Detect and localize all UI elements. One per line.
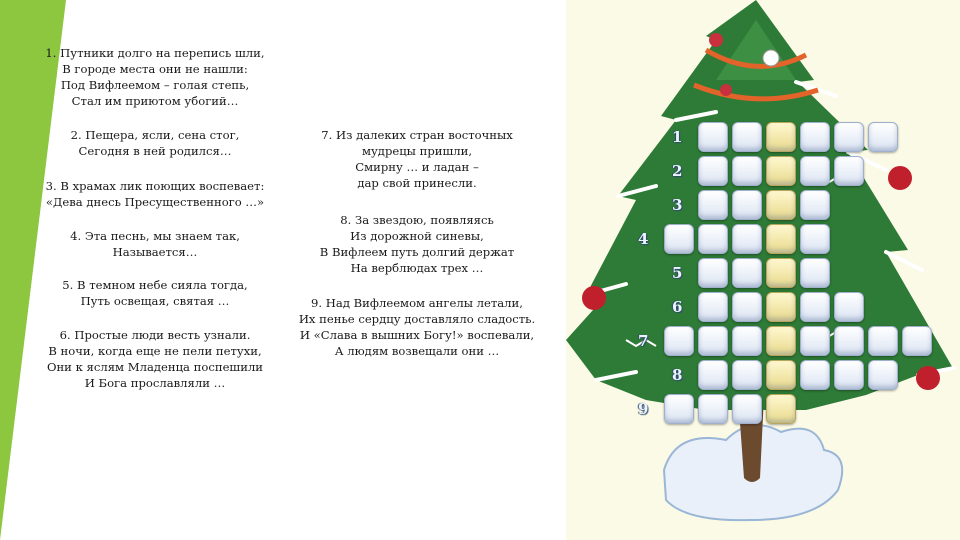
- riddle-line: 4. Эта песнь, мы знаем так,: [70, 229, 240, 243]
- riddle-line: Смирну … и ладан –: [355, 160, 479, 174]
- row-number-4: 4: [638, 230, 649, 248]
- crossword-cell-r3-c2[interactable]: [732, 190, 762, 220]
- keyword-cell-r5-c3[interactable]: [766, 258, 796, 288]
- riddle-line: В Вифлеем путь долгий держат: [319, 245, 515, 259]
- crossword-cell-r1-c4[interactable]: [800, 122, 830, 152]
- riddle-line: На верблюдах трех …: [350, 261, 484, 275]
- riddle-line: Сегодня в ней родился…: [78, 144, 232, 158]
- crossword-cell-r5-c2[interactable]: [732, 258, 762, 288]
- crossword-cell-r9-c2[interactable]: [698, 394, 728, 424]
- riddle-line: Стал им приютом убогий…: [71, 94, 239, 108]
- crossword-cell-r1-c5[interactable]: [834, 122, 864, 152]
- row-number-7: 7: [638, 332, 649, 350]
- riddle-line: Из дорожной синевы,: [350, 229, 484, 243]
- crossword-cell-r4-c2[interactable]: [698, 224, 728, 254]
- left-riddle-6: [47, 327, 263, 391]
- row-number-8: 8: [672, 366, 683, 384]
- crossword-cell-r5-c1[interactable]: [698, 258, 728, 288]
- keyword-cell-r1-c3[interactable]: [766, 122, 796, 152]
- crossword-cell-r6-c5[interactable]: [834, 292, 864, 322]
- crossword-cell-r2-c1[interactable]: [698, 156, 728, 186]
- crossword-cell-r8-c1[interactable]: [698, 360, 728, 390]
- right-riddle-2: [320, 212, 514, 276]
- crossword-cell-r8-c6[interactable]: [868, 360, 898, 390]
- crossword-cell-r4-c3[interactable]: [732, 224, 762, 254]
- crossword-cell-r9-c1[interactable]: [664, 394, 694, 424]
- crossword-cell-r6-c1[interactable]: [698, 292, 728, 322]
- keyword-cell-r3-c3[interactable]: [766, 190, 796, 220]
- ornament-red-left: [582, 286, 606, 310]
- row-number-9: 9: [638, 400, 649, 418]
- crossword-cell-r1-c1[interactable]: [698, 122, 728, 152]
- row-number-3: 3: [672, 196, 683, 214]
- left-riddle-1: [45, 45, 264, 109]
- left-riddle-3: [46, 178, 265, 210]
- riddle-line: Называется…: [112, 245, 198, 259]
- riddle-line: Они к яслям Младенца поспешили: [46, 360, 264, 374]
- crossword-cell-r6-c2[interactable]: [732, 292, 762, 322]
- crossword-cell-r7-c1[interactable]: [664, 326, 694, 356]
- crossword-cell-r1-c6[interactable]: [868, 122, 898, 152]
- crossword-cell-r3-c1[interactable]: [698, 190, 728, 220]
- crossword-cell-r4-c5[interactable]: [800, 224, 830, 254]
- row-number-2: 2: [672, 162, 683, 180]
- left-riddle-5: [62, 277, 247, 309]
- crossword-cell-r2-c2[interactable]: [732, 156, 762, 186]
- keyword-cell-r2-c3[interactable]: [766, 156, 796, 186]
- riddle-line: Путь освещая, святая …: [80, 294, 230, 308]
- crossword-cell-r7-c6[interactable]: [834, 326, 864, 356]
- riddle-line: 3. В храмах лик поющих воспевает:: [45, 179, 265, 193]
- crossword-cell-r7-c3[interactable]: [732, 326, 762, 356]
- crossword-cell-r5-c4[interactable]: [800, 258, 830, 288]
- riddle-line: В ночи, когда еще не пели петухи,: [48, 344, 262, 358]
- crossword-cell-r3-c4[interactable]: [800, 190, 830, 220]
- row-number-5: 5: [672, 264, 683, 282]
- riddle-line: 9. Над Вифлеемом ангелы летали,: [311, 296, 523, 310]
- left-riddle-4: [70, 228, 240, 260]
- riddle-line: Их пенье сердцу доставляло сладость.: [298, 312, 536, 326]
- crossword-cell-r7-c7[interactable]: [868, 326, 898, 356]
- riddle-line: 6. Простые люди весть узнали.: [59, 328, 251, 342]
- ornament-white: [763, 50, 779, 66]
- crossword-cell-r2-c5[interactable]: [834, 156, 864, 186]
- riddle-line: 2. Пещера, ясли, сена стог,: [70, 128, 240, 142]
- right-riddle-3: [299, 295, 535, 359]
- row-number-1: 1: [672, 128, 683, 146]
- riddle-line: Под Вифлеемом – голая степь,: [60, 78, 250, 92]
- crossword-cell-r6-c4[interactable]: [800, 292, 830, 322]
- ornament-red-right-bottom: [916, 366, 940, 390]
- ornament-red-right-top: [888, 166, 912, 190]
- keyword-cell-r9-c4[interactable]: [766, 394, 796, 424]
- ornament-red: [709, 33, 723, 47]
- crossword-cell-r8-c4[interactable]: [800, 360, 830, 390]
- riddle-line: А людям возвещали они …: [334, 344, 500, 358]
- keyword-cell-r6-c3[interactable]: [766, 292, 796, 322]
- riddle-line: В городе места они не нашли:: [62, 62, 248, 76]
- left-riddle-2: [71, 127, 240, 159]
- riddle-line: И Бога прославляли …: [84, 376, 226, 390]
- keyword-cell-r8-c3[interactable]: [766, 360, 796, 390]
- riddle-line: 7. Из далеких стран восточных: [321, 128, 513, 142]
- crossword-cell-r4-c1[interactable]: [664, 224, 694, 254]
- crossword-cell-r1-c2[interactable]: [732, 122, 762, 152]
- crossword-cell-r8-c5[interactable]: [834, 360, 864, 390]
- riddle-line: 1. Путники долго на перепись шли,: [45, 46, 265, 60]
- crossword-cell-r2-c4[interactable]: [800, 156, 830, 186]
- crossword-cell-r8-c2[interactable]: [732, 360, 762, 390]
- row-number-6: 6: [672, 298, 683, 316]
- riddle-line: «Дева днесь Пресущественного …»: [45, 195, 265, 209]
- riddle-line: И «Слава в вышних Богу!» воспевали,: [299, 328, 535, 342]
- christmas-tree-crossword: [566, 0, 960, 540]
- right-riddle-1: [321, 127, 513, 191]
- riddle-line: 8. За звездою, появляясь: [340, 213, 494, 227]
- crossword-cell-r9-c3[interactable]: [732, 394, 762, 424]
- riddle-line: дар свой принесли.: [357, 176, 477, 190]
- riddle-line: мудрецы пришли,: [361, 144, 473, 158]
- crossword-cell-r7-c5[interactable]: [800, 326, 830, 356]
- keyword-cell-r4-c4[interactable]: [766, 224, 796, 254]
- riddle-line: 5. В темном небе сияла тогда,: [62, 278, 248, 292]
- crossword-cell-r7-c2[interactable]: [698, 326, 728, 356]
- crossword-cell-r7-c8[interactable]: [902, 326, 932, 356]
- christmas-tree-illustration: [566, 0, 960, 540]
- keyword-cell-r7-c4[interactable]: [766, 326, 796, 356]
